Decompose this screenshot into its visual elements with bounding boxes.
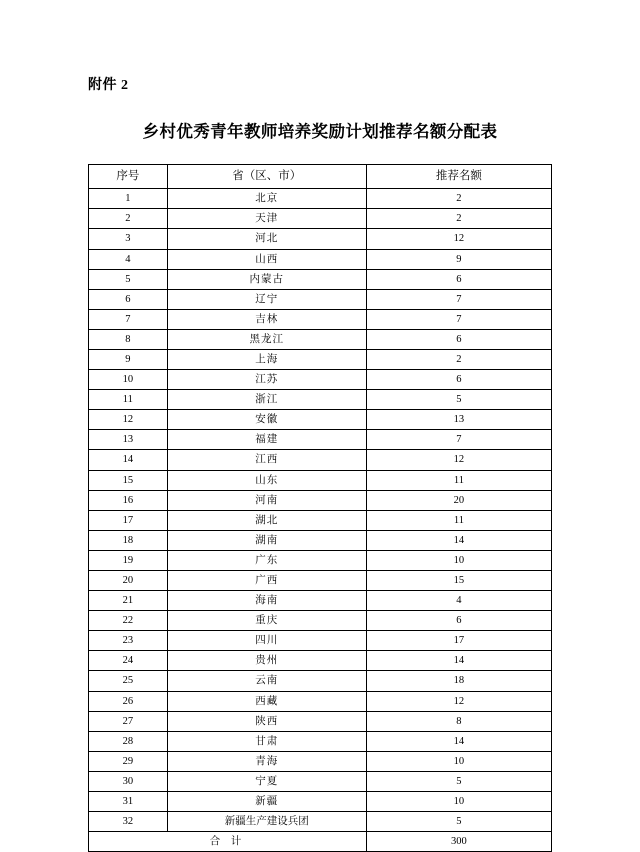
cell-quota: 10 [366,550,551,570]
cell-quota: 13 [366,410,551,430]
table-body [89,189,552,832]
cell-quota: 17 [366,631,551,651]
table-row [89,591,552,611]
cell-quota: 10 [366,751,551,771]
cell-province: 江西 [167,450,366,470]
cell-province: 新疆 [167,792,366,812]
cell-quota: 14 [366,530,551,550]
table-header [89,165,552,189]
cell-province: 浙江 [167,390,366,410]
cell-seq: 32 [89,812,168,832]
table-row [89,711,552,731]
cell-quota: 10 [366,792,551,812]
cell-quota: 8 [366,711,551,731]
table-row [89,651,552,671]
cell-province: 福建 [167,430,366,450]
cell-quota: 14 [366,651,551,671]
cell-seq: 21 [89,591,168,611]
cell-seq: 14 [89,450,168,470]
cell-seq: 8 [89,329,168,349]
cell-province: 辽宁 [167,289,366,309]
cell-province: 云南 [167,671,366,691]
cell-quota: 5 [366,812,551,832]
cell-province: 湖北 [167,510,366,530]
cell-quota: 7 [366,430,551,450]
cell-quota: 20 [366,490,551,510]
cell-seq: 12 [89,410,168,430]
table-row [89,390,552,410]
cell-province: 新疆生产建设兵团 [167,812,366,832]
table-row [89,470,552,490]
attachment-label: 附件 2 [88,78,129,93]
cell-seq: 29 [89,751,168,771]
cell-quota: 12 [366,450,551,470]
table-row [89,691,552,711]
cell-province: 河南 [167,490,366,510]
cell-seq: 31 [89,792,168,812]
cell-seq: 27 [89,711,168,731]
cell-province: 山东 [167,470,366,490]
cell-quota: 11 [366,470,551,490]
table-row [89,450,552,470]
cell-seq: 9 [89,349,168,369]
cell-seq: 4 [89,249,168,269]
cell-quota: 6 [366,269,551,289]
table-header-row [89,165,552,189]
cell-seq: 10 [89,370,168,390]
table-row [89,671,552,691]
cell-quota: 5 [366,390,551,410]
table-row [89,550,552,570]
table-row [89,309,552,329]
cell-province: 青海 [167,751,366,771]
cell-province: 山西 [167,249,366,269]
cell-province: 湖南 [167,530,366,550]
cell-quota: 11 [366,510,551,530]
cell-seq: 11 [89,390,168,410]
cell-province: 广东 [167,550,366,570]
cell-quota: 18 [366,671,551,691]
cell-quota: 5 [366,771,551,791]
cell-seq: 1 [89,189,168,209]
cell-seq: 25 [89,671,168,691]
table-row [89,731,552,751]
page-title: 乡村优秀青年教师培养奖励计划推荐名额分配表 [142,121,498,141]
cell-province: 安徽 [167,410,366,430]
cell-seq: 17 [89,510,168,530]
cell-seq: 22 [89,611,168,631]
cell-province: 黑龙江 [167,329,366,349]
table-total-row [89,832,552,852]
cell-seq: 24 [89,651,168,671]
cell-province: 北京 [167,189,366,209]
table-row [89,189,552,209]
cell-quota: 2 [366,349,551,369]
cell-province: 江苏 [167,370,366,390]
cell-quota: 15 [366,571,551,591]
cell-province: 陕西 [167,711,366,731]
cell-quota: 6 [366,329,551,349]
column-header-province: 省（区、市） [167,165,366,189]
table-row [89,289,552,309]
table-row [89,410,552,430]
cell-quota: 14 [366,731,551,751]
cell-province: 四川 [167,631,366,651]
table-row [89,209,552,229]
cell-seq: 18 [89,530,168,550]
cell-quota: 6 [366,611,551,631]
table-row [89,771,552,791]
cell-province: 天津 [167,209,366,229]
table-row [89,430,552,450]
cell-province: 吉林 [167,309,366,329]
cell-seq: 6 [89,289,168,309]
cell-province: 上海 [167,349,366,369]
cell-province: 广西 [167,571,366,591]
table-row [89,792,552,812]
cell-quota: 7 [366,289,551,309]
cell-quota: 6 [366,370,551,390]
cell-province: 重庆 [167,611,366,631]
table-row [89,370,552,390]
cell-province: 河北 [167,229,366,249]
table-row [89,229,552,249]
table-row [89,249,552,269]
cell-province: 宁夏 [167,771,366,791]
column-header-quota: 推荐名额 [366,165,551,189]
cell-province: 西藏 [167,691,366,711]
total-label: 合 计 [89,832,367,852]
table-row [89,751,552,771]
cell-seq: 26 [89,691,168,711]
table-row [89,631,552,651]
cell-seq: 19 [89,550,168,570]
cell-province: 贵州 [167,651,366,671]
cell-seq: 23 [89,631,168,651]
cell-seq: 7 [89,309,168,329]
cell-province: 海南 [167,591,366,611]
table-footer [89,832,552,852]
cell-seq: 16 [89,490,168,510]
column-header-seq: 序号 [89,165,168,189]
cell-seq: 5 [89,269,168,289]
table-row [89,269,552,289]
table-row [89,812,552,832]
table-row [89,530,552,550]
cell-quota: 4 [366,591,551,611]
cell-quota: 12 [366,229,551,249]
cell-quota: 2 [366,209,551,229]
table-row [89,571,552,591]
cell-seq: 2 [89,209,168,229]
cell-seq: 15 [89,470,168,490]
cell-seq: 3 [89,229,168,249]
cell-seq: 13 [89,430,168,450]
table-row [89,611,552,631]
cell-quota: 7 [366,309,551,329]
cell-seq: 20 [89,571,168,591]
cell-province: 内蒙古 [167,269,366,289]
table-row [89,329,552,349]
table-row [89,490,552,510]
cell-province: 甘肃 [167,731,366,751]
quota-allocation-table [88,164,552,852]
cell-quota: 9 [366,249,551,269]
cell-seq: 28 [89,731,168,751]
table-row [89,349,552,369]
cell-seq: 30 [89,771,168,791]
cell-quota: 12 [366,691,551,711]
total-quota: 300 [366,832,551,852]
cell-quota: 2 [366,189,551,209]
table-row [89,510,552,530]
